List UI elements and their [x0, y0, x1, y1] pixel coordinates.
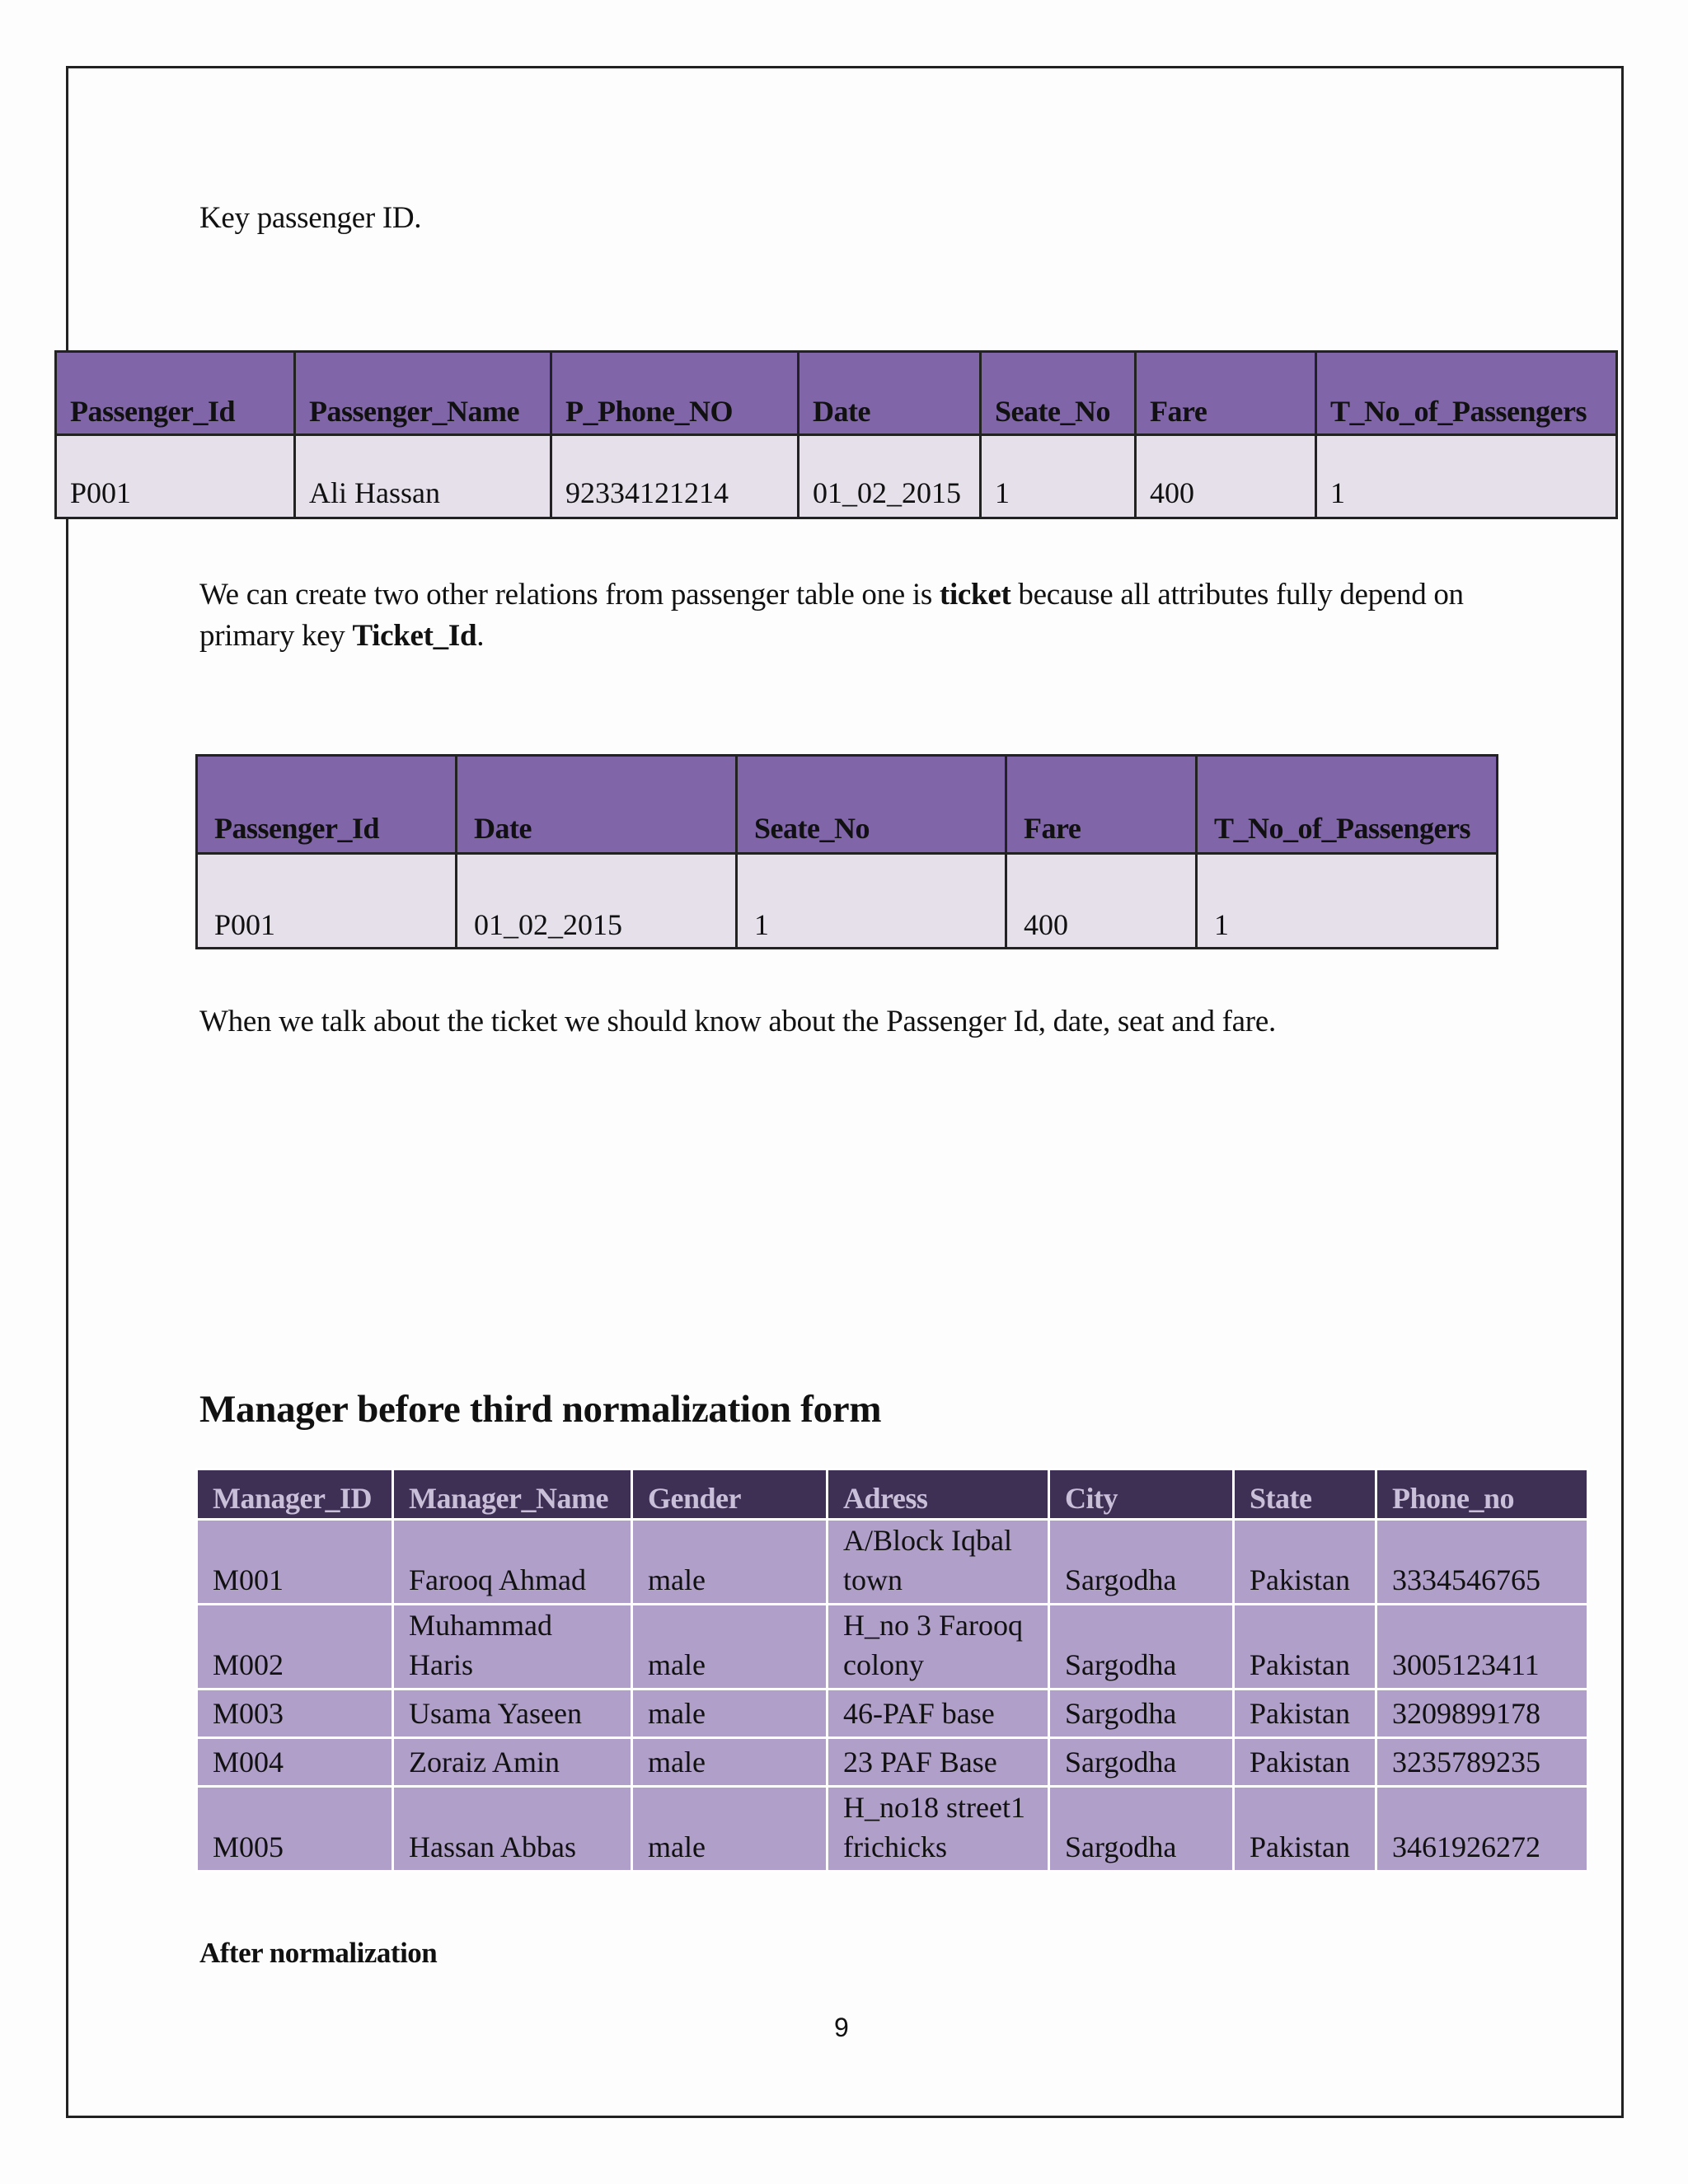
table-cell: P001: [197, 854, 457, 949]
table-cell: Sargodha: [1049, 1520, 1234, 1605]
header-cell: Fare: [1136, 352, 1316, 435]
header-cell: Phone_no: [1376, 1469, 1588, 1520]
table-cell: M001: [197, 1520, 393, 1605]
table-cell: Pakistan: [1234, 1605, 1376, 1690]
table-cell: 1: [1197, 854, 1498, 949]
header-cell: Seate_No: [981, 352, 1136, 435]
table-cell: 1: [981, 435, 1136, 518]
table-cell: Farooq Ahmad: [393, 1520, 632, 1605]
header-cell: Passenger_Id: [56, 352, 295, 435]
table-cell: Ali Hassan: [295, 435, 551, 518]
table-cell: Pakistan: [1234, 1738, 1376, 1787]
table-cell: 23 PAF Base: [828, 1738, 1049, 1787]
header-cell: Seate_No: [737, 756, 1006, 854]
table-row: [197, 854, 1498, 949]
table-cell: H_no 3 Farooq colony: [828, 1605, 1049, 1690]
after-normalization-heading: After normalization: [199, 1937, 438, 1969]
manager-heading: Manager before third normalization form: [199, 1388, 882, 1431]
table-cell: Zoraiz Amin: [393, 1738, 632, 1787]
paragraph-text: .: [476, 619, 485, 653]
table-cell: 400: [1136, 435, 1316, 518]
table-cell: 92334121214: [551, 435, 799, 518]
bold-term-ticket-id: Ticket_Id: [352, 619, 477, 653]
table-cell: 3334546765: [1376, 1520, 1588, 1605]
table-cell: Pakistan: [1234, 1787, 1376, 1872]
table-cell: 3005123411: [1376, 1605, 1588, 1690]
table-cell: Sargodha: [1049, 1738, 1234, 1787]
table-cell: Pakistan: [1234, 1690, 1376, 1738]
ticket-table: [195, 754, 1498, 949]
table-header-row: [197, 756, 1498, 854]
table-cell: 01_02_2015: [799, 435, 981, 518]
header-cell: Date: [799, 352, 981, 435]
table-cell: 01_02_2015: [457, 854, 737, 949]
table-cell: male: [632, 1520, 828, 1605]
table-cell: 1: [737, 854, 1006, 949]
table-cell: M002: [197, 1605, 393, 1690]
table-cell: Sargodha: [1049, 1787, 1234, 1872]
table-cell: H_no18 street1 frichicks: [828, 1787, 1049, 1872]
table-cell: Usama Yaseen: [393, 1690, 632, 1738]
page-number: 9: [834, 2013, 849, 2042]
ticket-paragraph: [199, 574, 1510, 657]
table-cell: Muhammad Haris: [393, 1605, 632, 1690]
table-cell: male: [632, 1605, 828, 1690]
table-cell: male: [632, 1787, 828, 1872]
header-cell: Manager_ID: [197, 1469, 393, 1520]
bold-term-ticket: ticket: [939, 578, 1011, 612]
table-cell: M005: [197, 1787, 393, 1872]
table-cell: Sargodha: [1049, 1605, 1234, 1690]
table-cell: A/Block Iqbal town: [828, 1520, 1049, 1605]
table-row: [197, 1520, 1588, 1605]
table-cell: 3461926272: [1376, 1787, 1588, 1872]
intro-text: Key passenger ID.: [199, 201, 422, 235]
table-cell: 400: [1006, 854, 1197, 949]
table-cell: 46-PAF base: [828, 1690, 1049, 1738]
table-cell: P001: [56, 435, 295, 518]
header-cell: P_Phone_NO: [551, 352, 799, 435]
table-cell: male: [632, 1690, 828, 1738]
header-cell: Date: [457, 756, 737, 854]
table-cell: male: [632, 1738, 828, 1787]
header-cell: T_No_of_Passengers: [1197, 756, 1498, 854]
header-cell: Fare: [1006, 756, 1197, 854]
table-header-row: [56, 352, 1617, 435]
table-cell: 3235789235: [1376, 1738, 1588, 1787]
paragraph-text: We can create two other relations from passenger table one is: [199, 578, 940, 612]
header-cell: City: [1049, 1469, 1234, 1520]
table-row: [197, 1690, 1588, 1738]
table-cell: Pakistan: [1234, 1520, 1376, 1605]
table-row: [197, 1605, 1588, 1690]
table-cell: Hassan Abbas: [393, 1787, 632, 1872]
table-cell: M003: [197, 1690, 393, 1738]
ticket-note: When we talk about the ticket we should know about the Passenger Id, date, seat and fare.: [199, 1005, 1276, 1038]
table-row: [197, 1738, 1588, 1787]
header-cell: Passenger_Name: [295, 352, 551, 435]
header-cell: T_No_of_Passengers: [1316, 352, 1617, 435]
header-cell: Manager_Name: [393, 1469, 632, 1520]
table-header-row: [197, 1469, 1588, 1520]
header-cell: Passenger_Id: [197, 756, 457, 854]
table-cell: 1: [1316, 435, 1617, 518]
table-row: [56, 435, 1617, 518]
paragraph-text: because all attributes fully depend on primary key: [199, 578, 1464, 653]
table-cell: M004: [197, 1738, 393, 1787]
header-cell: Gender: [632, 1469, 828, 1520]
header-cell: Adress: [828, 1469, 1049, 1520]
table-cell: 3209899178: [1376, 1690, 1588, 1738]
table-cell: Sargodha: [1049, 1690, 1234, 1738]
header-cell: State: [1234, 1469, 1376, 1520]
table-row: [197, 1787, 1588, 1872]
passenger-table: [54, 350, 1618, 519]
manager-table: [195, 1468, 1589, 1872]
